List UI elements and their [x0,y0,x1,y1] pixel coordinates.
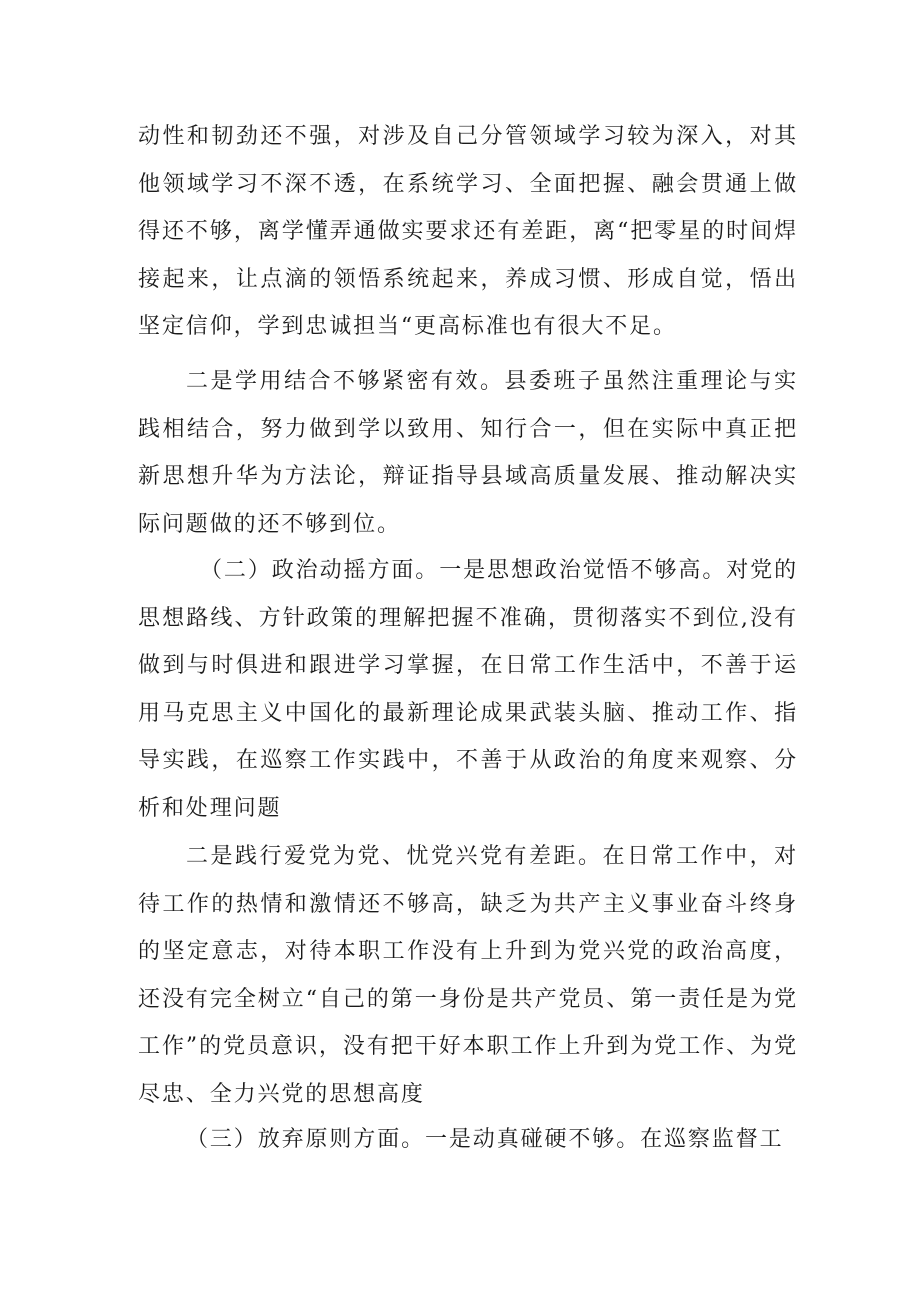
paragraph-theory-practice: 二是学用结合不够紧密有效。县委班子虽然注重理论与实践相结合，努力做到学以致用、知行合一，但在实际中真正把新思想升华为方法论，辩证指导县域高质量发展、推动解决实际问题做的还不够到位。 [138,369,798,537]
paragraph-love-party: 二是践行爱党为党、忧党兴党有差距。在日常工作中，对待工作的热情和激情还不够高，缺乏为共产主义事业奋斗终身的坚定意志，对待本职工作没有上升到为党兴党的政治高度，还没有完全树立“自己的第一身份是共产党员、第一责任是为党工作”的党员意识，没有把干好本职工作上升到为党工作、为党尽忠、全力兴党的思想高度 [138,844,798,1107]
paragraph-study-depth: 动性和韧劲还不强，对涉及自己分管领域学习较为深入，对其他领域学习不深不透，在系统学习、全面把握、融会贯通上做得还不够，离学懂弄通做实要求还有差距，离“把零星的时间焊接起来，让点滴的领悟系统起来，养成习惯、形成自觉，悟出坚定信仰，学到忠诚担当“更高标准也有很大不足。 [138,124,798,339]
paragraph-abandon-principle: （三）放弃原则方面。一是动真碰硬不够。在巡察监督工 [186,1127,784,1152]
paragraph-political-wavering: （二）政治动摇方面。一是思想政治觉悟不够高。对党的思想路线、方针政策的理解把握不准确，贯彻落实不到位,没有做到与时俱进和跟进学习掌握，在日常工作生活中，不善于运用马克思主义中国化的最新理论成果武装头脑、推动工作、指导实践，在巡察工作实践中，不善于从政治的角度来观察、分析和处理问题 [138,558,798,821]
